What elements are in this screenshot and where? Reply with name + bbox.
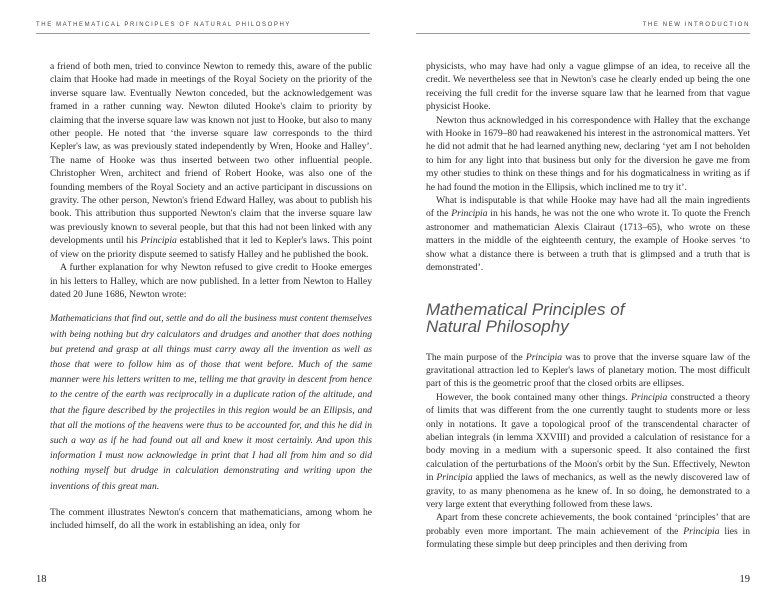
left-paragraph-2: A further explanation for why Newton refused to give credit to Hooke emerges in his letters to Halley, which are now published. In a letter from Newton to Halley dated 20 June 1686, Newton wrote:	[50, 262, 372, 300]
left-paragraph-1-italic: Principia	[140, 235, 177, 247]
right-paragraph-5-italic: Principia	[631, 391, 668, 403]
header-rule-left	[36, 33, 370, 34]
right-paragraph-1: physicists, who may have had only a vague glimpse of an idea, to receive all the credit. We nevertheless see that in Newton's case he clearly ended up being the one receiving the full credit for the inverse square law that he learned from that vague physicist Hooke.	[426, 61, 750, 113]
left-paragraph-1-text: a friend of both men, tried to convince Newton to remedy this, aware of the public claim that Hooke had made in meetings of the Royal Society on the priority of the inverse square law. Eventually Newton conceded, but the acknowledgement was framed in a rather cunning way. Newton diluted Hooke's claim to priority by claiming that the inverse square law was known not just to Hooke, but also to many other people. He noted that ‘the inverse square law corresponds to the third Kepler's law, as was previously stated independently by Wren, Hooke and Halley’. The name of Hooke was thus inserted between two other influential people. Christopher Wren, architect and friend of Robert Hooke, was also one of the founding members of the Royal Society and an active participant in discussions on gravity. The other person, Newton's friend Edward Halley, was about to publish his book. This attribution thus supported Newton's claim that the inverse square law was previously known to several people, but that this had not been linked with any developments until his	[50, 61, 372, 247]
page-number-left: 18	[36, 574, 47, 585]
right-paragraph-5	[426, 391, 750, 512]
header-rule-right	[416, 33, 750, 34]
right-paragraph-4-end: was to prove that the inverse square law of the gravitational attraction led to Kepler's laws of planetary motion. The most difficult part of this is the geometric proof that the closed orbits are ellipses.	[426, 351, 750, 390]
right-paragraph-5-text: However, the book contained many other things.	[436, 391, 632, 403]
right-page	[392, 0, 784, 600]
right-paragraph-4	[426, 351, 750, 391]
right-paragraph-5-end: applied the laws of mechanics, as well as the newly discovered law of gravity, to as many phenomena as he knew of. In so doing, he demonstrated to a very large extent that everything followed from these laws.	[426, 472, 750, 510]
right-paragraph-6-text: Apart from these concrete achievements, the book contained ‘principles’ that are probably even more important. The main achievement of the	[426, 512, 750, 537]
block-quote: Mathematicians that find out, settle and do all the business must content themselves with being nothing but dry calculators and drudges and another that does nothing but pretend and grasp at all things must carry away all the invention as well as those that were to follow him as of those that went before. Much of the same manner were his letters written to me, telling me that gravity in descent from hence to the centre of the earth was reciprocally in a duplicate ration of the altitude, and that the figure described by the projectiles in this region would be an Ellipsis, and that all the motions of the heavens were thus to be accounted for, and this he did in such a way as if he had found out all and knew it most certainly. And upon this information I must now acknowledge in print that I had all from him and so did nothing myself but drudge in calculation demonstrating and writing upon the inventions of this great man.	[50, 313, 372, 492]
right-paragraph-3-text: What is indisputable is that while Hooke may have had all the main ingredients of the	[426, 195, 750, 220]
right-paragraph-5-mid: constructed a theory of limits that was different from the one currently taught to students more or less only in notations. It gave a topological proof of the transcendental character of abelian integrals (in lemma XXVIII) and provided a calculation of resistance for a body moving in a medium with a supersonic speed. It also contained the first calculation of the perturbations of the Moon's orbit by the Sun. Effectively, Newton in	[426, 391, 751, 484]
running-head-left: THE MATHEMATICAL PRINCIPLES OF NATURAL PHILOSOPHY	[36, 22, 291, 28]
left-page-body	[50, 60, 372, 533]
right-paragraph-6-italic: Principia	[683, 525, 720, 537]
left-paragraph-3: The comment illustrates Newton's concern that mathematicians, among whom he included himself, do all the work in establishing an idea, only for	[50, 506, 372, 532]
left-paragraph-1-end: established that it led to Kepler's laws. This point of view on the priority dispute seemed to satisfy Halley and he published the book.	[50, 235, 372, 260]
right-paragraph-6-end: lies in formulating these simple but deep principles and then deriving from	[426, 525, 750, 551]
right-paragraph-3	[426, 194, 750, 274]
right-paragraph-4-text: The main purpose of the	[426, 351, 526, 363]
right-paragraph-6	[426, 511, 750, 551]
page-number-right: 19	[739, 574, 750, 585]
running-head-right: THE NEW INTRODUCTION	[642, 22, 750, 28]
section-heading	[426, 301, 750, 335]
right-paragraph-3-end: in his hands, he was not the one who wrote it. To quote the French astronomer and mathematician Alexis Clairaut (1713–65), who wrote on these matters in the middle of the eighteenth century, the example of Hooke serves ‘to show what a distance there is between a truth that is glimpsed and a truth that is demonstrated’.	[426, 208, 750, 274]
right-paragraph-5-italic-2: Principia	[436, 472, 473, 484]
right-page-body	[426, 60, 750, 552]
right-paragraph-3-italic: Principia	[451, 208, 488, 220]
right-paragraph-4-italic: Principia	[525, 351, 563, 363]
section-heading-line-1: Mathematical Principles of	[426, 299, 625, 319]
right-paragraph-2: Newton thus acknowledged in his correspondence with Halley that the exchange with Hooke in 1679–80 had reawakened his interest in the astronomical matters. Yet he did not admit that he had learned anything new, declaring ‘yet am I not beholden to him for any light into that business but only for the diversion he gave me from my other studies to think on these things and for his dogmaticalness in writing as if he had found the motion in the Ellipsis, which inclined me to try it’.	[426, 114, 750, 193]
section-heading-line-2: Natural Philosophy	[426, 316, 569, 336]
left-paragraph-1	[50, 60, 372, 261]
